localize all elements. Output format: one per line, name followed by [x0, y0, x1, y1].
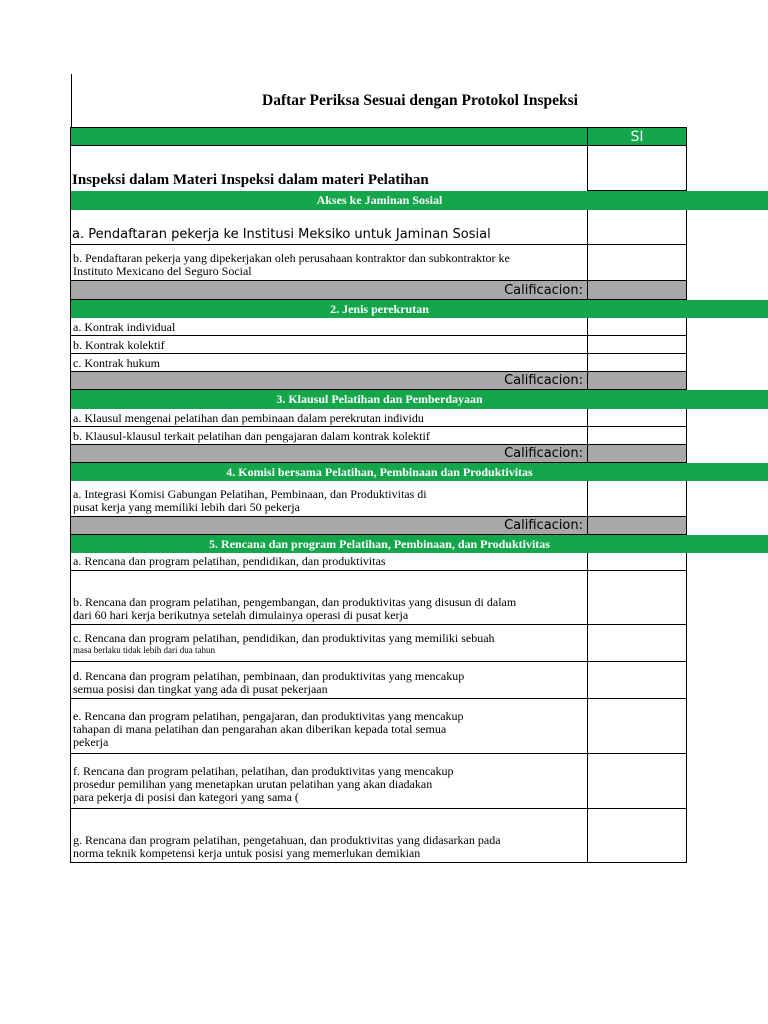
score-cell[interactable] — [587, 445, 687, 463]
score-cell[interactable] — [587, 372, 687, 390]
si-cell[interactable] — [587, 809, 687, 863]
si-cell[interactable] — [587, 571, 687, 625]
table-row: e. Rencana dan program pelatihan, pengajaran, dan produktivitas yang mencakup tahapan di mana pelatihan dan pengarahan akan diberikan kepada total semua pekerja — [70, 699, 768, 754]
si-cell[interactable] — [587, 318, 687, 336]
section-header-2: 2. Jenis perekrutan — [70, 300, 768, 318]
calificacion-row: Calificacion: — [70, 445, 768, 463]
si-cell[interactable] — [587, 662, 687, 699]
si-cell[interactable] — [587, 427, 687, 445]
table-row: b. Kontrak kolektif — [70, 336, 768, 354]
table-row: d. Rencana dan program pelatihan, pembinaan, dan produktivitas yang mencakup semua posisi dan tingkat yang ada di pusat pekerjaan — [70, 662, 768, 699]
calificacion-row: Calificacion: — [70, 281, 768, 300]
table-row: a. Rencana dan program pelatihan, pendidikan, dan produktivitas — [70, 553, 768, 571]
section-header-5: 5. Rencana dan program Pelatihan, Pembinaan, dan Produktivitas — [70, 535, 768, 553]
si-cell[interactable] — [587, 146, 687, 191]
table-row: c. Kontrak hukum — [70, 354, 768, 372]
main-heading: Inspeksi dalam Materi Inspeksi dalam materi Pelatihan — [72, 172, 429, 188]
checklist-sheet — [70, 127, 768, 863]
table-row: f. Rencana dan program pelatihan, pelatihan, dan produktivitas yang mencakup prosedur pemilihan yang menetapkan urutan pelatihan yang akan diadakan para pekerja di posisi dan kategori yang sama ( — [70, 754, 768, 809]
table-row: b. Rencana dan program pelatihan, pengembangan, dan produktivitas yang disusun di dalam dari 60 hari kerja berikutnya setelah dimulainya operasi di pusat kerja — [70, 571, 768, 625]
si-cell[interactable] — [587, 354, 687, 372]
si-cell[interactable] — [587, 336, 687, 354]
si-cell[interactable] — [587, 210, 687, 245]
calificacion-row: Calificacion: — [70, 517, 768, 535]
table-row: c. Rencana dan program pelatihan, pendidikan, dan produktivitas yang memiliki sebuah masa berlaku tidak lebih dari dua tahun — [70, 625, 768, 662]
page-title: Daftar Periksa Sesuai dengan Protokol Inspeksi — [262, 92, 578, 109]
si-cell[interactable] — [587, 553, 687, 571]
si-cell[interactable] — [587, 481, 687, 517]
main-heading-row — [70, 146, 768, 191]
si-cell[interactable] — [587, 625, 687, 662]
table-row: g. Rencana dan program pelatihan, pengetahuan, dan produktivitas yang didasarkan pada norma teknik kompetensi kerja untuk posisi yang memerlukan demikian — [70, 809, 768, 863]
si-cell[interactable] — [587, 409, 687, 427]
si-cell[interactable] — [587, 245, 687, 281]
calificacion-row: Calificacion: — [70, 372, 768, 390]
score-cell[interactable] — [587, 517, 687, 535]
si-column-header: SI — [587, 127, 687, 146]
section-header-3: 3. Klausul Pelatihan dan Pemberdayaan — [70, 390, 768, 409]
table-row: a. Klausul mengenai pelatihan dan pembinaan dalam perekrutan individu — [70, 409, 768, 427]
header-row — [70, 127, 768, 146]
table-row: a. Kontrak individual — [70, 318, 768, 336]
table-row: b. Pendaftaran pekerja yang dipekerjakan oleh perusahaan kontraktor dan subkontraktor ke Instituto Mexicano del Seguro Social — [70, 245, 768, 281]
section-header-4: 4. Komisi bersama Pelatihan, Pembinaan dan Produktivitas — [70, 463, 768, 481]
left-border-line — [71, 74, 72, 128]
si-cell[interactable] — [587, 699, 687, 754]
table-row: a. Integrasi Komisi Gabungan Pelatihan, Pembinaan, dan Produktivitas di pusat kerja yang memiliki lebih dari 50 pekerja — [70, 481, 768, 517]
score-cell[interactable] — [587, 281, 687, 300]
si-cell[interactable] — [587, 754, 687, 809]
section-header-1: Akses ke Jaminan Sosial — [70, 191, 768, 210]
table-row: b. Klausul-klausul terkait pelatihan dan pengajaran dalam kontrak kolektif — [70, 427, 768, 445]
table-row: a. Pendaftaran pekerja ke Institusi Meksiko untuk Jaminan Sosial — [70, 210, 768, 245]
